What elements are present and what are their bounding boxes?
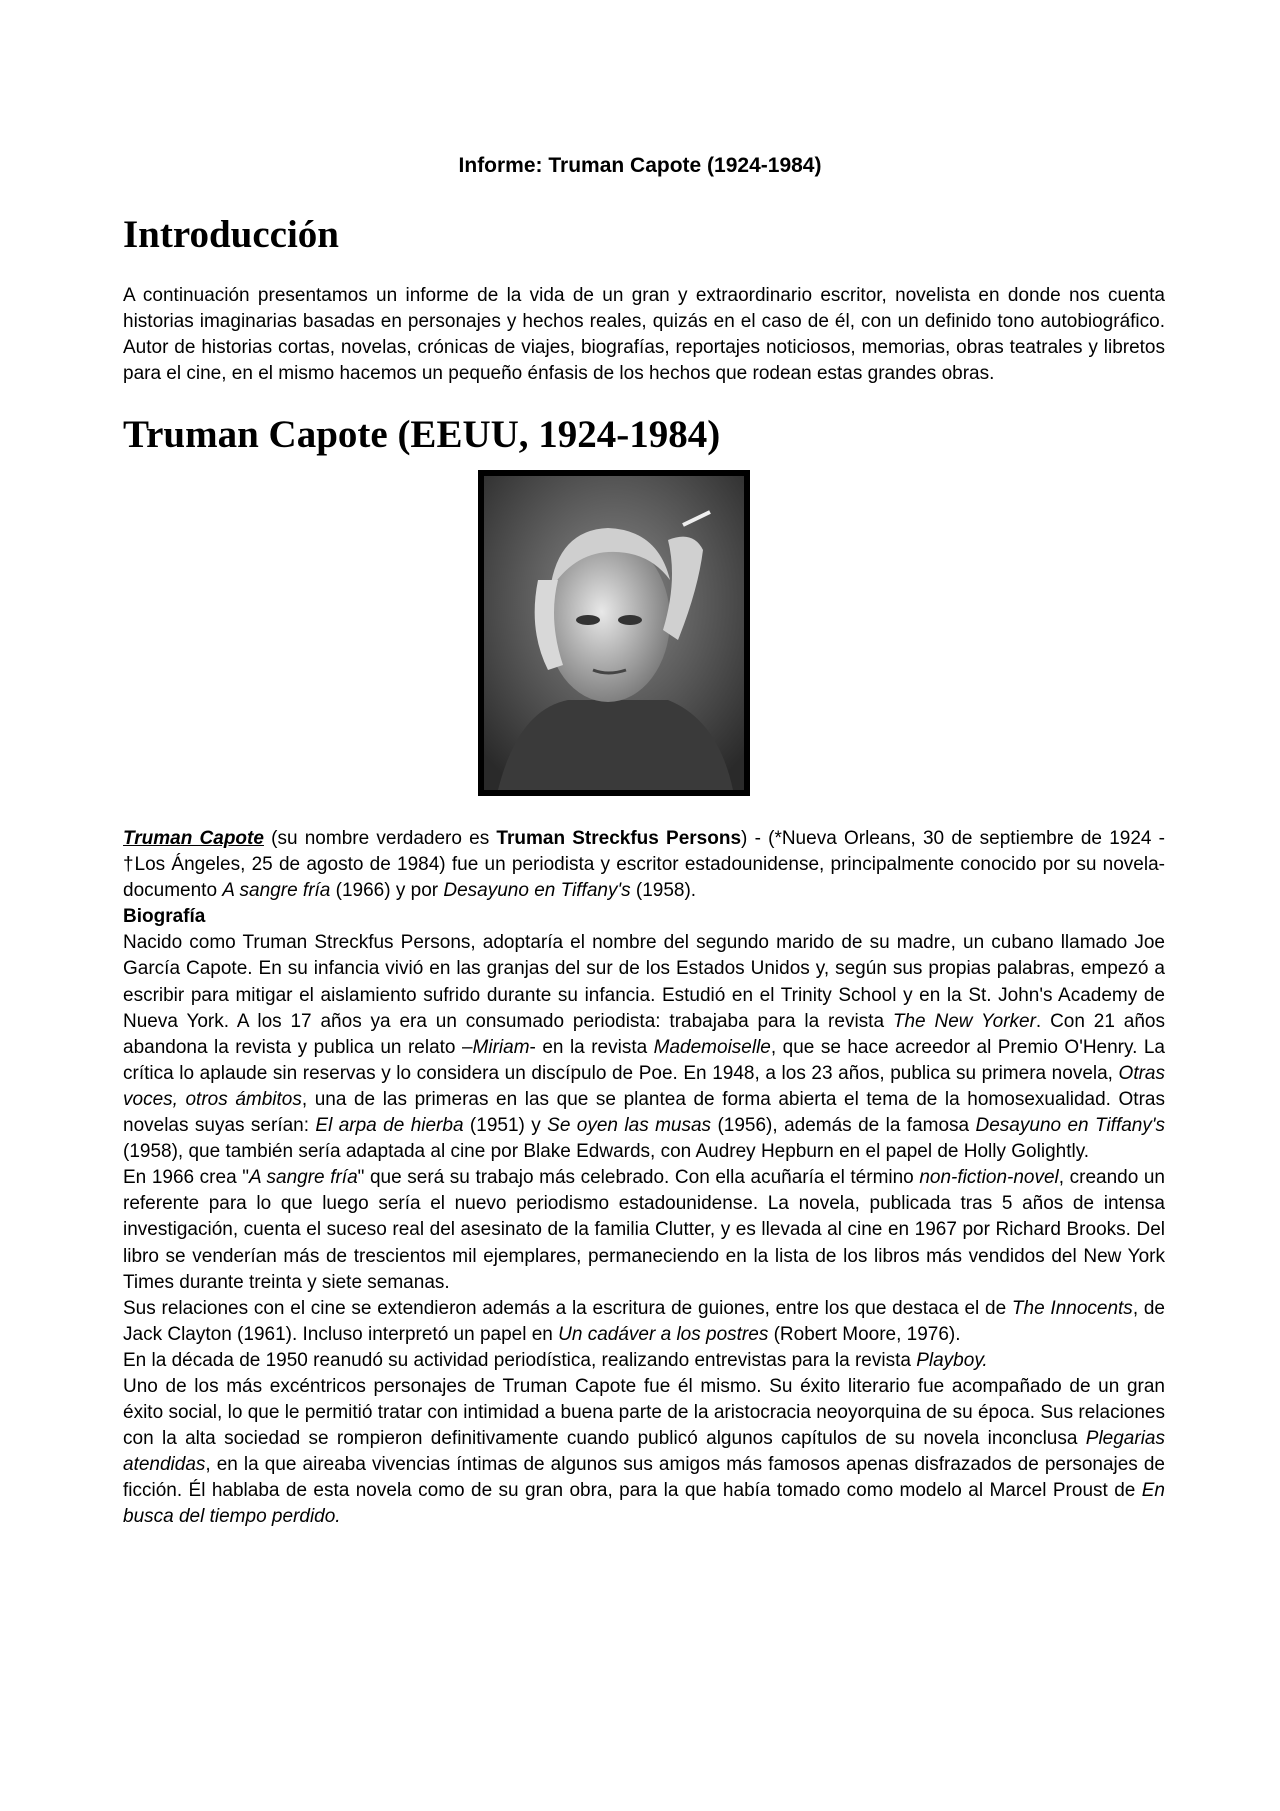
text-run: A sangre fría — [248, 1167, 358, 1189]
author-name-link: Truman Capote — [123, 828, 264, 849]
text-run: , una de las primeras en las que se plantea de forma abierta el tema de la homosexualidad. Otras novelas suyas serían: — [123, 1088, 1165, 1137]
text-run: (1958), que también sería adaptada al cine por Blake Edwards, con Audrey Hepburn en el papel de Holly Golightly. — [123, 1141, 1090, 1163]
text-run: non-fiction-novel — [919, 1167, 1059, 1189]
biography-body — [123, 826, 1165, 1531]
text-run: (1966) y por — [330, 880, 444, 902]
text-run: Mademoiselle — [653, 1036, 771, 1058]
document-title: Informe: Truman Capote (1924-1984) — [458, 154, 822, 177]
text-run: (su nombre verdadero es — [263, 828, 497, 849]
author-portrait-photo — [478, 470, 750, 796]
text-run: En 1966 crea " — [123, 1167, 249, 1189]
text-run: Truman Streckfus Persons — [496, 828, 742, 849]
body-paragraph — [123, 930, 1165, 1165]
text-run: The Innocents — [1011, 1297, 1133, 1319]
text-run: . Con 21 años abandona la revista y publica un relato – — [123, 1010, 1165, 1058]
text-run: ) - (*Nueva Orleans, 30 de septiembre de 1924 - †Los Ángeles, 25 de agosto de 1984) fue un periodista y escritor estadounidense, principalmente conocido por su novela-documento — [123, 828, 1165, 902]
intro-paragraph: A continuación presentamos un informe de la vida de un gran y extraordinario escritor, novelista en donde nos cuenta historias imaginarias basadas en personajes y hechos reales, quizás en el caso de él, con un definido tono autobiográfico. Autor de historias cortas, novelas, crónicas de viajes, biografías, reportajes noticiosos, memorias, obras teatrales y libretos para el cine, en el mismo hacemos un pequeño énfasis de los hechos que rodean estas grandes obras. — [123, 285, 1165, 385]
text-run: (1958). — [630, 880, 697, 902]
text-run: Playboy. — [916, 1349, 988, 1371]
text-run: - en la revista — [529, 1036, 654, 1058]
text-run: Se oyen las musas — [547, 1115, 712, 1137]
body-paragraph — [123, 1165, 1165, 1295]
text-run: Sus relaciones con el cine se extendieron además a la escritura de guiones, entre los que destaca el de — [123, 1297, 1012, 1319]
text-run: Plegarias atendidas — [123, 1428, 1165, 1476]
body-paragraph — [123, 1374, 1165, 1531]
text-run: Uno de los más excéntricos personajes de Truman Capote fue él mismo. Su éxito literario fue acompañado de un gran éxito social, lo que le permitió tratar con intimidad a buena parte de la aristocracia neoyorquina de su época. Sus relaciones con la alta sociedad se rompieron definitivamente cuando publicó algunos capítulos de su novela inconclusa — [123, 1375, 1165, 1450]
text-run: , que se hace acreedor al Premio O'Henry. La crítica lo aplaude sin reservas y lo considera un discípulo de Poe. En 1948, a los 23 años, publica su primera novela, — [123, 1036, 1165, 1084]
biography-heading — [123, 904, 1165, 930]
text-run: Desayuno en Tiffany's — [975, 1115, 1165, 1137]
text-run: " que será su trabajo más celebrado. Con ella acuñaría el término — [357, 1167, 920, 1189]
text-run: Un cadáver a los postres — [558, 1323, 769, 1345]
text-run: Desayuno en Tiffany's — [443, 880, 631, 902]
text-run: (1956), además de la famosa — [711, 1115, 976, 1137]
section-heading: Truman Capote (EEUU, 1924-1984) — [123, 413, 721, 456]
text-run: Biografía — [123, 906, 206, 928]
text-run: Otras voces, otros ámbitos — [123, 1062, 1165, 1110]
body-paragraph — [123, 1296, 1165, 1348]
text-run: Miriam — [472, 1036, 530, 1058]
text-run: (1951) y — [463, 1115, 548, 1137]
text-run: , de Jack Clayton (1961). Incluso interpretó un papel en — [123, 1297, 1165, 1345]
text-run: , en la que aireaba vivencias íntimas de algunos sus amigos más famosos apenas disfrazados de personajes de ficción. Él hablaba de esta novela como de su gran obra, para la que había tomado como modelo al Marcel Proust de — [123, 1454, 1165, 1502]
text-run: En la década de 1950 reanudó su actividad periodística, realizando entrevistas para la revista — [123, 1349, 917, 1371]
text-run: (Robert Moore, 1976). — [768, 1323, 961, 1345]
text-run: Nacido como Truman Streckfus Persons, adoptaría el nombre del segundo marido de su madre, un cubano llamado Joe García Capote. En su infancia vivió en las granjas del sur de los Estados Unidos y, según sus propias palabras, empezó a escribir para mitigar el aislamiento sufrido durante su infancia. Estudió en el Trinity School y en la St. John's Academy de Nueva York. A los 17 años ya era un consumado periodista: trabajaba para la revista — [123, 932, 1165, 1032]
text-run: A sangre fría — [222, 880, 331, 902]
text-run: El arpa de hierba — [315, 1115, 464, 1137]
text-run: , creando un referente para lo que luego sería el nuevo periodismo estadounidense. La novela, publicada tras 5 años de intensa investigación, cuenta el suceso real del asesinato de la familia Clutter, y es llevada al cine en 1967 por Richard Brooks. Del libro se venderían más de trescientos mil ejemplares, permaneciendo en la lista de los libros más vendidos del New York Times durante treinta y siete semanas. — [123, 1167, 1166, 1293]
text-run: En busca del tiempo perdido. — [123, 1480, 1165, 1528]
text-run: The New Yorker — [892, 1010, 1036, 1032]
body-paragraph — [123, 826, 1165, 904]
intro-heading: Introducción — [123, 213, 339, 256]
body-paragraph — [123, 1348, 1165, 1374]
